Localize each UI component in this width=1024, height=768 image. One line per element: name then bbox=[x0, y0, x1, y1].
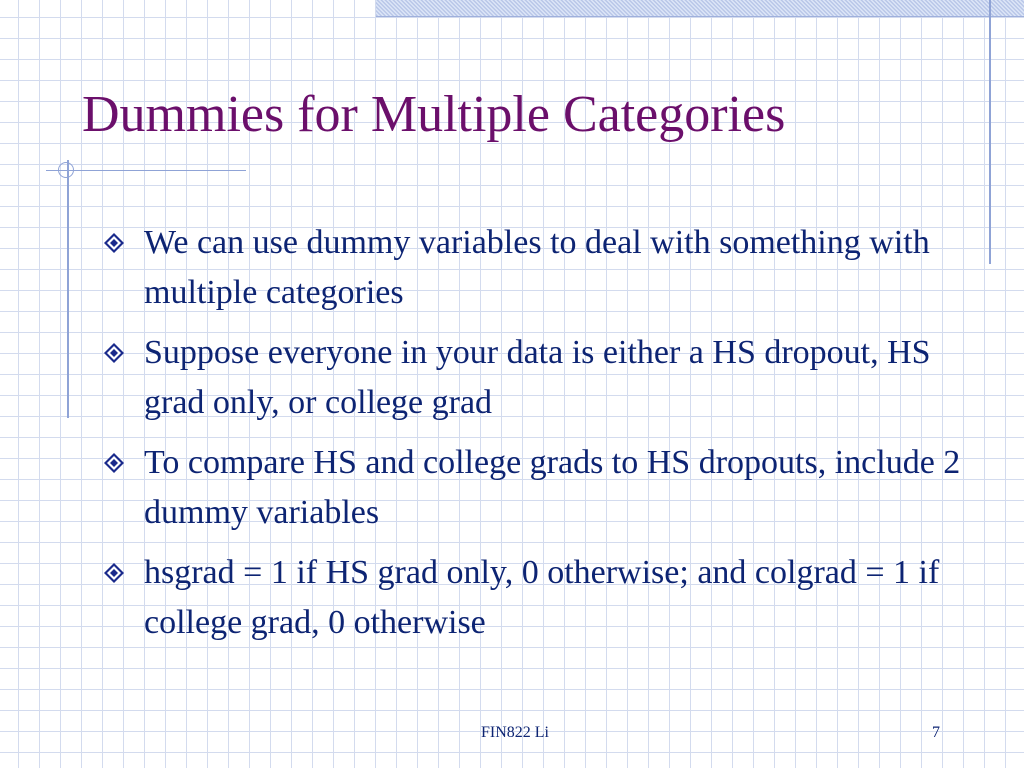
bullet-text: We can use dummy variables to deal with something with multiple categories bbox=[144, 224, 930, 311]
decorative-top-band bbox=[376, 0, 1024, 17]
bullet-item bbox=[100, 328, 980, 428]
bullet-text: hsgrad = 1 if HS grad only, 0 otherwise; and colgrad = 1 if college grad, 0 otherwise bbox=[144, 554, 940, 641]
decorative-right-line bbox=[989, 0, 991, 264]
diamond-bullet-icon bbox=[104, 233, 124, 253]
decorative-left-line bbox=[67, 160, 69, 418]
bullet-item bbox=[100, 548, 980, 648]
diamond-bullet-icon bbox=[104, 343, 124, 363]
decorative-title-underline bbox=[46, 170, 246, 171]
footer-text: FIN822 Li bbox=[481, 724, 549, 741]
bullet-list bbox=[100, 218, 980, 658]
diamond-bullet-icon bbox=[104, 563, 124, 583]
bullet-text: To compare HS and college grads to HS dropouts, include 2 dummy variables bbox=[144, 444, 961, 531]
page-number: 7 bbox=[932, 724, 940, 741]
bullet-text: Suppose everyone in your data is either a HS dropout, HS grad only, or college grad bbox=[144, 334, 931, 421]
bullet-item bbox=[100, 438, 980, 538]
bullet-item bbox=[100, 218, 980, 318]
diamond-bullet-icon bbox=[104, 453, 124, 473]
decorative-circle-icon bbox=[58, 162, 74, 178]
slide-title: Dummies for Multiple Categories bbox=[82, 86, 786, 143]
